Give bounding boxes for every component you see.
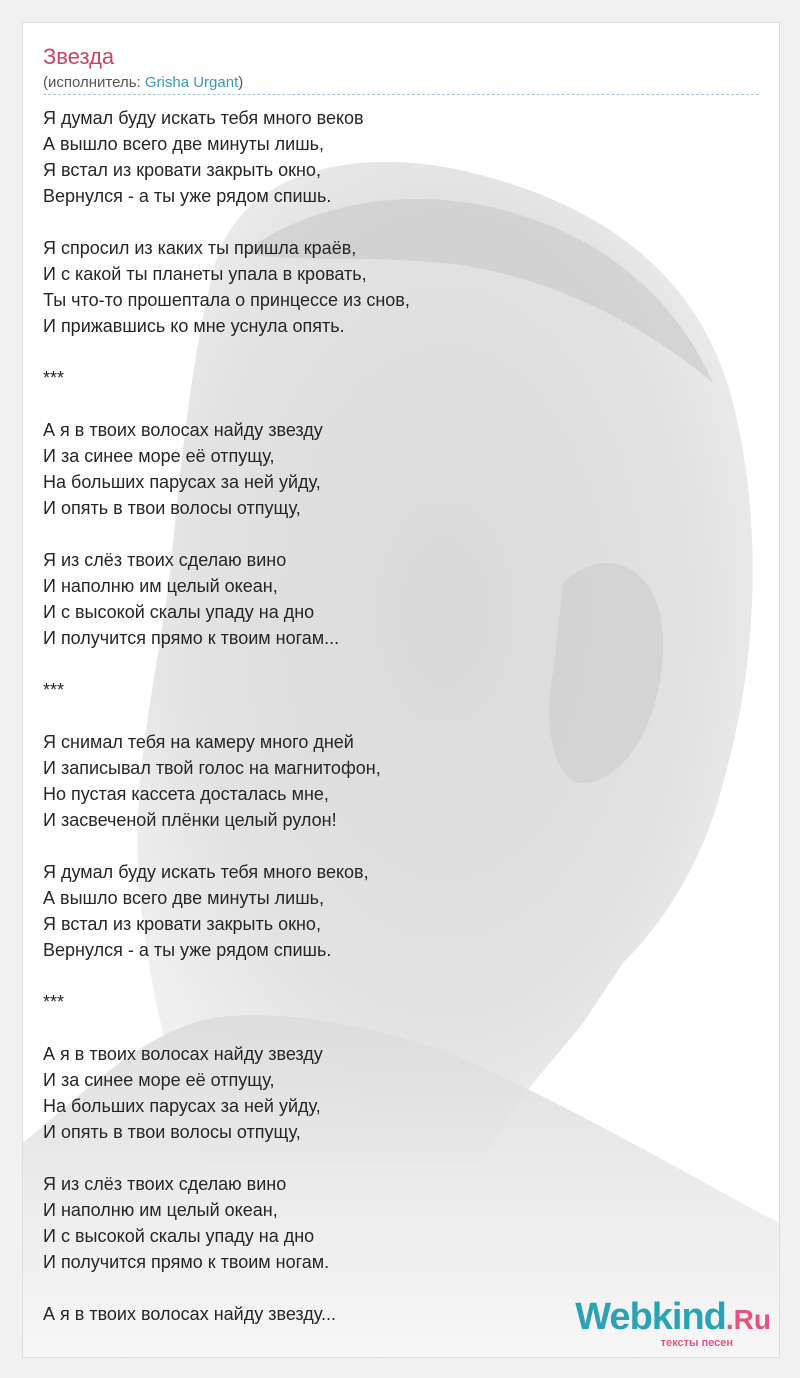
lyrics-blank-line: [43, 703, 759, 729]
lyrics-line: И за синее море её отпущу,: [43, 1070, 275, 1090]
lyrics-line: Я снимал тебя на камеру много дней: [43, 732, 354, 752]
lyrics-line: И прижавшись ко мне уснула опять.: [43, 316, 345, 336]
lyrics-line: Ты что-то прошептала о принцессе из снов,: [43, 290, 410, 310]
lyrics-line: И засвеченой плёнки целый рулон!: [43, 810, 337, 830]
lyrics-line: А вышло всего две минуты лишь,: [43, 888, 325, 908]
lyrics-line: И с какой ты планеты упала в кровать,: [43, 264, 367, 284]
lyrics-line: А я в твоих волосах найду звезду: [43, 1044, 323, 1064]
lyrics-line: И опять в твои волосы отпущу,: [43, 1122, 301, 1142]
logo-tagline: тексты песен: [660, 1337, 733, 1349]
lyrics-line: Я думал буду искать тебя много веков: [43, 108, 364, 128]
webkind-logo[interactable]: [575, 1298, 771, 1349]
lyrics-blank-line: [43, 833, 759, 859]
lyrics-blank-line: [43, 339, 759, 365]
lyrics-line: ***: [43, 680, 65, 700]
logo-tld: .Ru: [725, 1304, 771, 1335]
lyrics-text: [43, 105, 759, 1327]
lyrics-line: И наполню им целый океан,: [43, 1200, 278, 1220]
lyrics-blank-line: [43, 209, 759, 235]
lyrics-line: Я из слёз твоих сделаю вино: [43, 1174, 287, 1194]
lyrics-blank-line: [43, 1015, 759, 1041]
lyrics-line: ***: [43, 992, 65, 1012]
lyrics-line: Вернулся - а ты уже рядом спишь.: [43, 940, 332, 960]
lyrics-blank-line: [43, 521, 759, 547]
artist-line: [43, 73, 243, 93]
lyrics-line: Я думал буду искать тебя много веков,: [43, 862, 369, 882]
lyrics-blank-line: [43, 391, 759, 417]
lyrics-line: А я в твоих волосах найду звезду...: [43, 1304, 336, 1324]
lyrics-line: На больших парусах за ней уйду,: [43, 472, 321, 492]
lyrics-line: И получится прямо к твоим ногам...: [43, 628, 340, 648]
logo-name: Webkind: [575, 1296, 726, 1338]
song-title: Звезда: [43, 44, 115, 69]
lyrics-line: Я встал из кровати закрыть окно,: [43, 914, 321, 934]
lyrics-line: Я встал из кровати закрыть окно,: [43, 160, 321, 180]
lyrics-line: ***: [43, 368, 65, 388]
artist-prefix: (исполнитель:: [43, 74, 145, 91]
lyrics-line: И получится прямо к твоим ногам.: [43, 1252, 330, 1272]
lyrics-blank-line: [43, 651, 759, 677]
artist-link[interactable]: Grisha Urgant: [144, 74, 239, 91]
lyrics-blank-line: [43, 963, 759, 989]
artist-suffix: ): [238, 74, 244, 91]
lyrics-card: [22, 22, 780, 1358]
lyrics-line: А я в твоих волосах найду звезду: [43, 420, 323, 440]
lyrics-line: Вернулся - а ты уже рядом спишь.: [43, 186, 332, 206]
lyrics-line: На больших парусах за ней уйду,: [43, 1096, 321, 1116]
lyrics-line: А вышло всего две минуты лишь,: [43, 134, 325, 154]
lyrics-line: И записывал твой голос на магнитофон,: [43, 758, 381, 778]
lyrics-line: И наполню им целый океан,: [43, 576, 278, 596]
lyrics-line: Я спросил из каких ты пришла краёв,: [43, 238, 357, 258]
dashed-divider: [43, 94, 759, 95]
lyrics-line: И с высокой скалы упаду на дно: [43, 1226, 315, 1246]
lyrics-line: Я из слёз твоих сделаю вино: [43, 550, 287, 570]
lyrics-line: Но пустая кассета досталась мне,: [43, 784, 329, 804]
lyrics-blank-line: [43, 1145, 759, 1171]
lyrics-line: И за синее море её отпущу,: [43, 446, 275, 466]
lyrics-line: И опять в твои волосы отпущу,: [43, 498, 301, 518]
lyrics-line: И с высокой скалы упаду на дно: [43, 602, 315, 622]
